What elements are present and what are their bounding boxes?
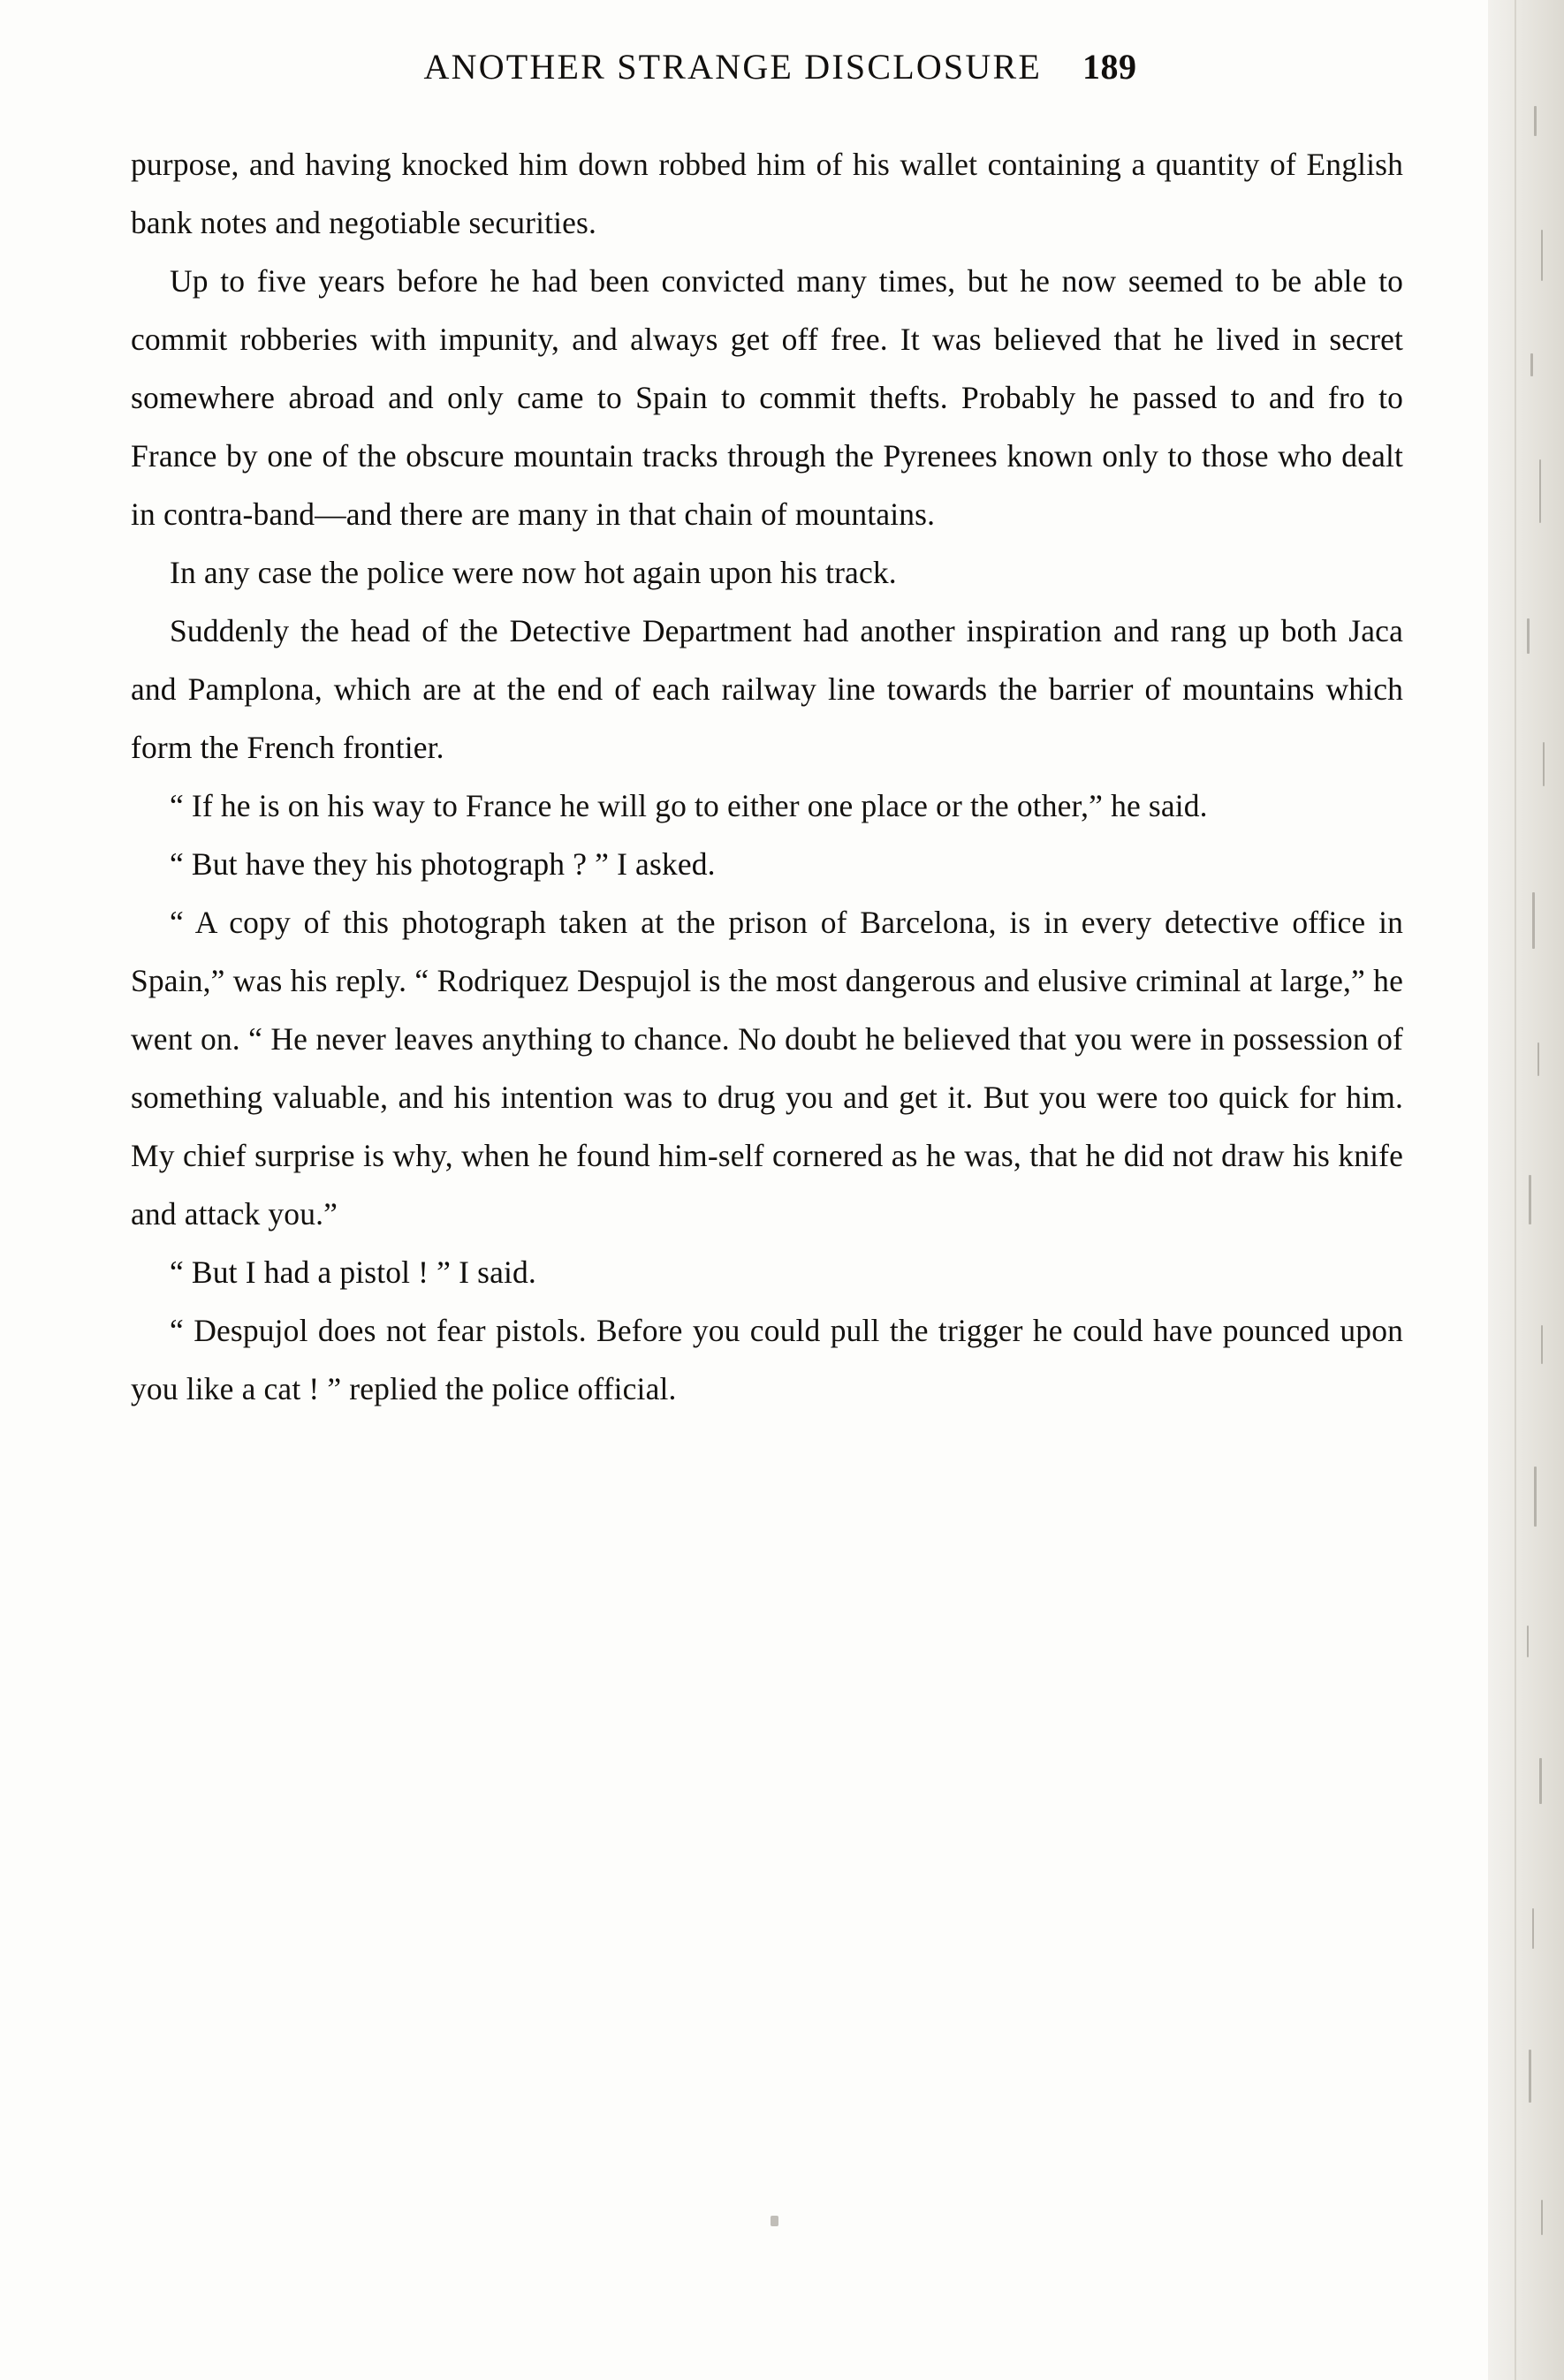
paragraph: “ But have they his photograph ? ” I asked. (170, 846, 716, 882)
binding-hairline (1515, 0, 1516, 2380)
paragraph: “ A copy of this photograph taken at the prison of Barcelona, is in every detective office in Spain,” was his reply. “ Rodriquez Despujol is the most dangerous and elusive criminal at large,” he went on. “ He never leaves anything to chance. No doubt he believed that you were in possession of something valuable, and his intention was to drug you and get it. But you were too quick for him. My chief surprise is why, when he found him-self cornered as he was, that he did not draw his knife and attack you.” (131, 905, 1403, 1232)
page-header (131, 46, 1403, 87)
page-edge-margin (1488, 0, 1564, 2380)
running-head: ANOTHER STRANGE DISCLOSURE (423, 47, 1042, 87)
paragraph: “ But I had a pistol ! ” I said. (170, 1254, 536, 1290)
body-text (131, 135, 1403, 1418)
page-text-block (131, 46, 1403, 1418)
paragraph: Suddenly the head of the Detective Department had another inspiration and rang up both Jaca and Pamplona, which are at the end of each railway line towards the barrier of mountains which form the French frontier. (131, 613, 1403, 765)
page-number: 189 (1082, 47, 1137, 87)
paragraph: In any case the police were now hot again upon his track. (170, 555, 897, 590)
page-speck (771, 2216, 778, 2226)
paragraph: “ Despujol does not fear pistols. Before you could pull the trigger he could have pounced upon you like a cat ! ” replied the police official. (131, 1313, 1403, 1406)
paragraph: Up to five years before he had been convicted many times, but he now seemed to be able to commit robberies with impunity, and always get off free. It was believed that he lived in secret somewhere abroad and only came to Spain to commit thefts. Probably he passed to and fro to France by one of the obscure mountain tracks through the Pyrenees known only to those who dealt in contra-band—and there are many in that chain of mountains. (131, 263, 1403, 532)
paragraph: “ If he is on his way to France he will go to either one place or the other,” he said. (170, 788, 1208, 823)
paragraph: purpose, and having knocked him down robbed him of his wallet containing a quantity of English bank notes and negotiable securities. (131, 147, 1403, 240)
